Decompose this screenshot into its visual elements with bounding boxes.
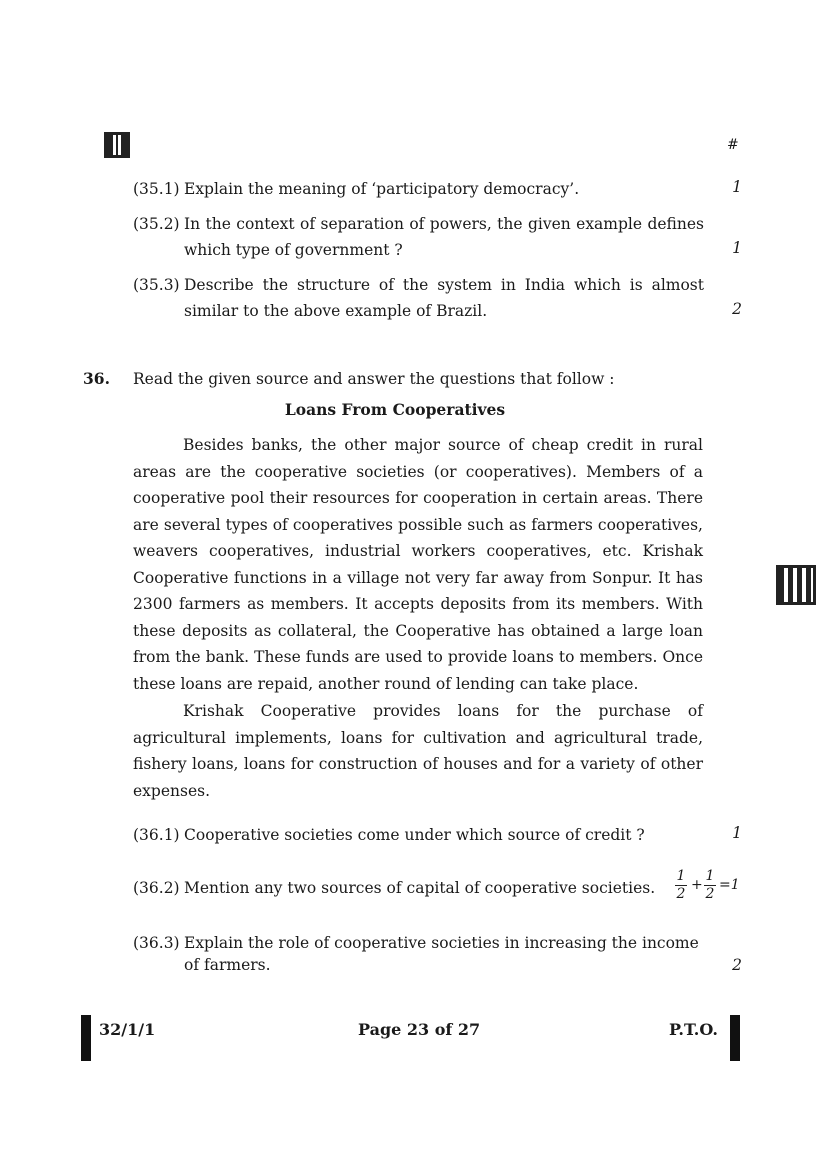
question-number: (36.1) (133, 826, 180, 844)
qr-code-icon (104, 132, 130, 158)
question-text: Explain the meaning of ‘participatory democracy’. (184, 180, 580, 198)
question-text: Mention any two sources of capital of cooperative societies. (184, 879, 656, 897)
marks-total: =1 (719, 877, 740, 893)
marks: 1 (732, 178, 742, 196)
split-marks (672, 868, 742, 908)
marks: 1 (732, 824, 742, 842)
question-36-number: 36. (83, 369, 110, 388)
source-paragraph-2: Krishak Cooperative provides loans for the purchase of agricultural implements, loans for cultivation and agricultural trade, fishery loans, loans for construction of houses and for a variety of other expenses. (133, 702, 703, 800)
qr-code-icon (776, 565, 816, 605)
question-number: (35.3) (133, 276, 180, 294)
question-35-2 (133, 211, 704, 259)
question-36-instruction: Read the given source and answer the questions that follow : (133, 370, 615, 388)
question-35-1 (133, 176, 703, 202)
marks-plus: + (691, 877, 703, 893)
source-paragraph-1: Besides banks, the other major source of cheap credit in rural areas are the cooperative societies (or cooperatives). Members of a cooperative pool their resources for cooperation in certain areas. There are several types of cooperatives possible such as farmers cooperatives, weavers cooperatives, industrial workers cooperatives, etc. Krishak Cooperative functions in a village not very far away from Sonpur. It has 2300 farmers as members. It accepts deposits from its members. With these deposits as collateral, the Cooperative has obtained a large loan from the bank. These funds are used to provide loans to members. Once these loans are repaid, another round of lending can take place. (133, 436, 703, 693)
marks-denominator: 2 (705, 886, 715, 902)
question-text: Describe the structure of the system in India which is almost similar to the above example of Brazil. (184, 276, 704, 320)
source-title: Loans From Cooperatives (284, 400, 506, 419)
question-number: (35.2) (133, 215, 180, 233)
footer-left-bar (81, 1015, 91, 1061)
marks-denominator: 2 (676, 886, 686, 902)
question-text: Explain the role of cooperative societies in increasing the income of farmers. (184, 934, 699, 974)
question-text: In the context of separation of powers, the given example defines which type of government ? (184, 215, 704, 259)
paper-code: 32/1/1 (99, 1020, 156, 1039)
question-number: (36.2) (133, 879, 180, 897)
page-number: Page 23 of 27 (358, 1020, 481, 1039)
question-35-3 (133, 272, 704, 320)
question-number: (36.3) (133, 934, 180, 952)
pto-label: P.T.O. (669, 1020, 718, 1039)
question-text: Cooperative societies come under which source of credit ? (184, 826, 645, 844)
marks-numerator: 1 (705, 868, 715, 884)
question-36-1 (133, 822, 703, 848)
question-number: (35.1) (133, 180, 180, 198)
question-36-2 (133, 875, 703, 901)
marks-numerator: 1 (676, 868, 686, 884)
marks: 2 (732, 300, 742, 318)
marks: 1 (732, 239, 742, 257)
hash-mark: # (727, 137, 739, 153)
footer-right-bar (730, 1015, 740, 1061)
marks: 2 (732, 956, 742, 974)
question-36-3 (133, 932, 703, 974)
